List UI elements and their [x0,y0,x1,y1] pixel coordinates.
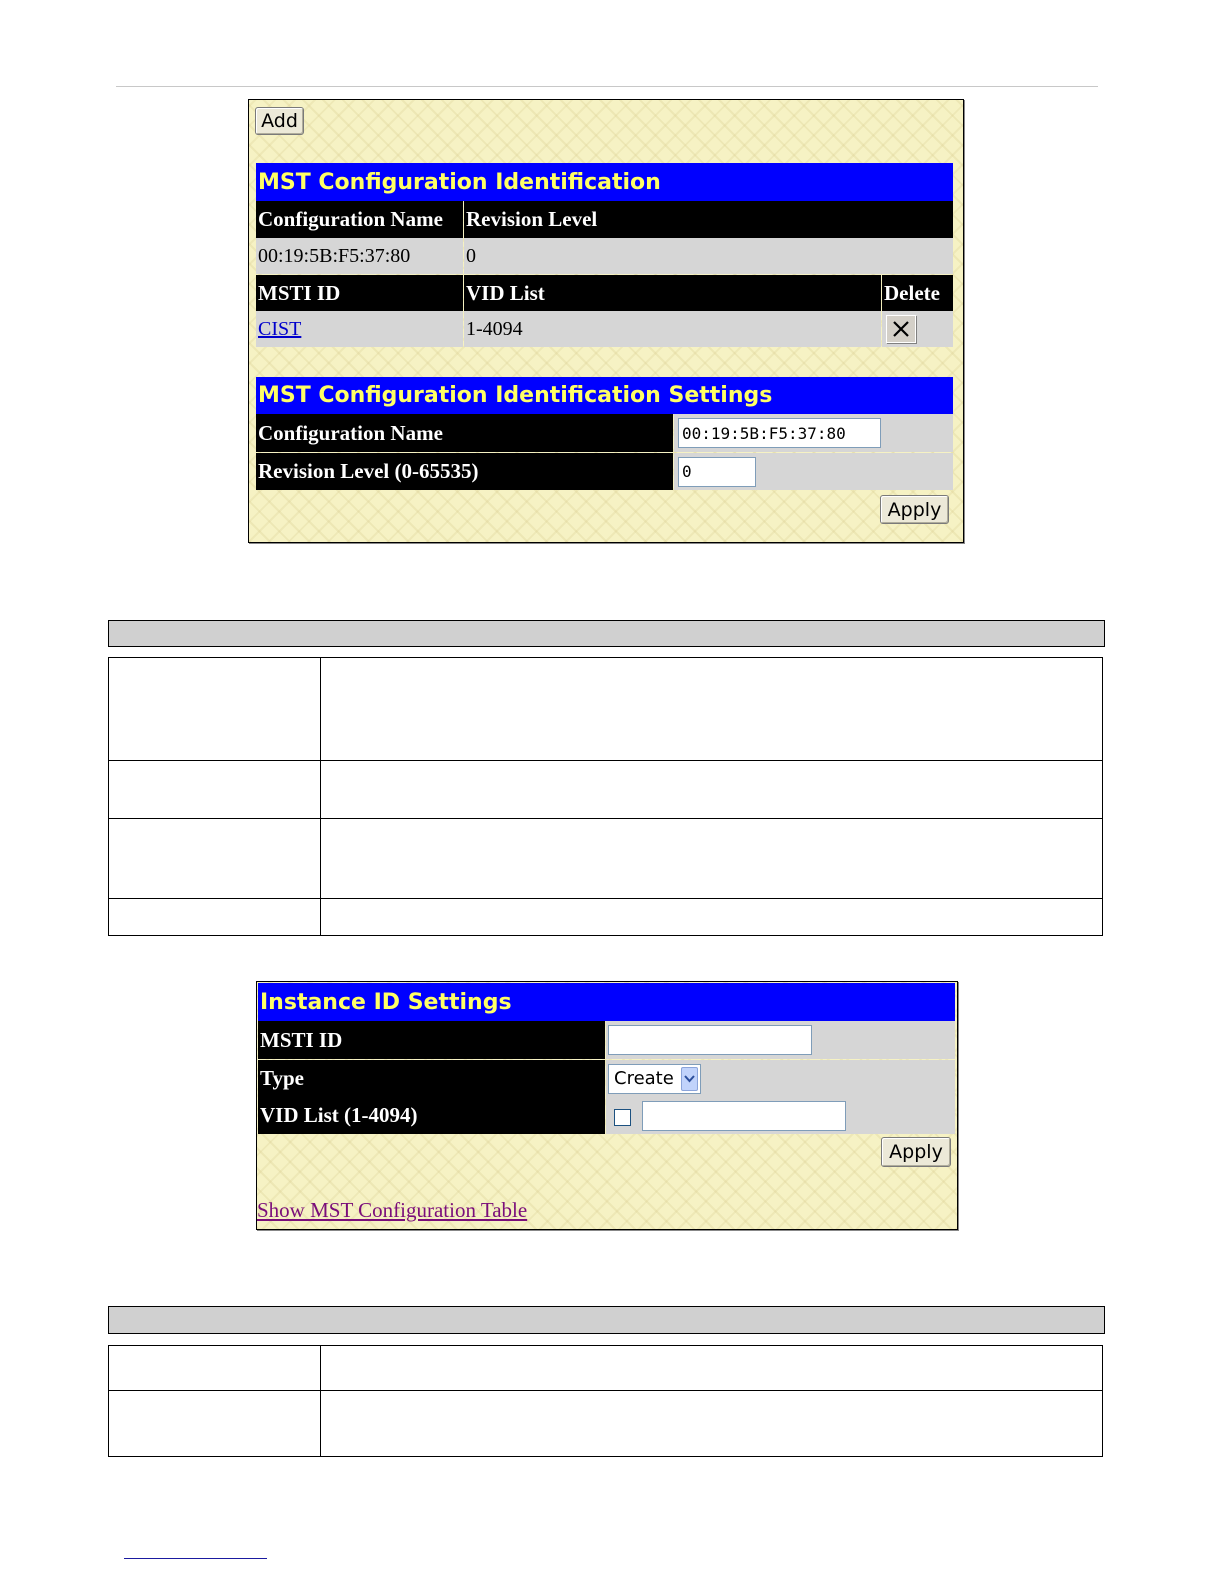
msti-row-vid-list: 1-4094 [464,311,881,347]
mst-config-title: MST Configuration Identification [256,163,953,201]
vid-list-checkbox[interactable] [614,1109,631,1126]
type-label: Type [258,1060,605,1097]
table-row [109,899,1103,936]
settings-revision-label: Revision Level (0-65535) [256,453,673,490]
mst-settings-title: MST Configuration Identification Settings [256,377,953,414]
type-cell [606,1060,955,1097]
configuration-name-value: 00:19:5B:F5:37:80 [256,238,463,274]
type-select[interactable] [608,1064,701,1094]
footer-rule [124,1558,267,1559]
vid-list-label: VID List (1-4094) [258,1097,605,1134]
header-msti-id: MSTI ID [256,275,463,311]
cist-link[interactable]: CIST [258,317,302,340]
apply-button-config[interactable]: Apply [880,495,949,524]
show-mst-table-link[interactable]: Show MST Configuration Table [257,1198,528,1222]
msti-id-cell [606,1021,955,1059]
header-vid-list: VID List [464,275,881,311]
vid-list-cell [606,1097,955,1134]
apply-button-instance[interactable]: Apply [881,1137,951,1167]
instance-id-title: Instance ID Settings [258,983,955,1021]
top-rule [116,86,1098,87]
configuration-name-input[interactable] [678,418,881,448]
msti-id-label: MSTI ID [258,1021,605,1059]
settings-config-name-cell [674,414,953,452]
msti-row-delete-cell [882,311,953,347]
msti-id-input[interactable] [608,1025,812,1055]
revision-level-value: 0 [464,238,953,274]
msti-row-id [256,311,463,347]
type-select-value: Create [614,1068,674,1089]
header-delete: Delete [882,275,953,311]
parameter-table-header-1 [108,620,1105,647]
header-configuration-name: Configuration Name [256,201,463,238]
instance-id-panel [256,981,958,1230]
table-row [109,819,1103,899]
table-row [109,1346,1103,1391]
parameter-table-header-2 [108,1306,1105,1334]
table-row [109,1391,1103,1457]
mst-config-panel [248,99,964,543]
chevron-down-icon[interactable] [681,1067,698,1091]
vid-list-input[interactable] [642,1101,846,1131]
settings-revision-cell [674,453,953,490]
parameter-table-1 [108,657,1103,936]
add-button[interactable]: Add [255,107,304,135]
revision-level-input[interactable] [678,457,756,487]
settings-config-name-label: Configuration Name [256,414,673,452]
table-row [109,658,1103,761]
parameter-table-2 [108,1345,1103,1457]
delete-icon[interactable] [886,315,916,343]
header-revision-level: Revision Level [464,201,953,238]
table-row [109,761,1103,819]
